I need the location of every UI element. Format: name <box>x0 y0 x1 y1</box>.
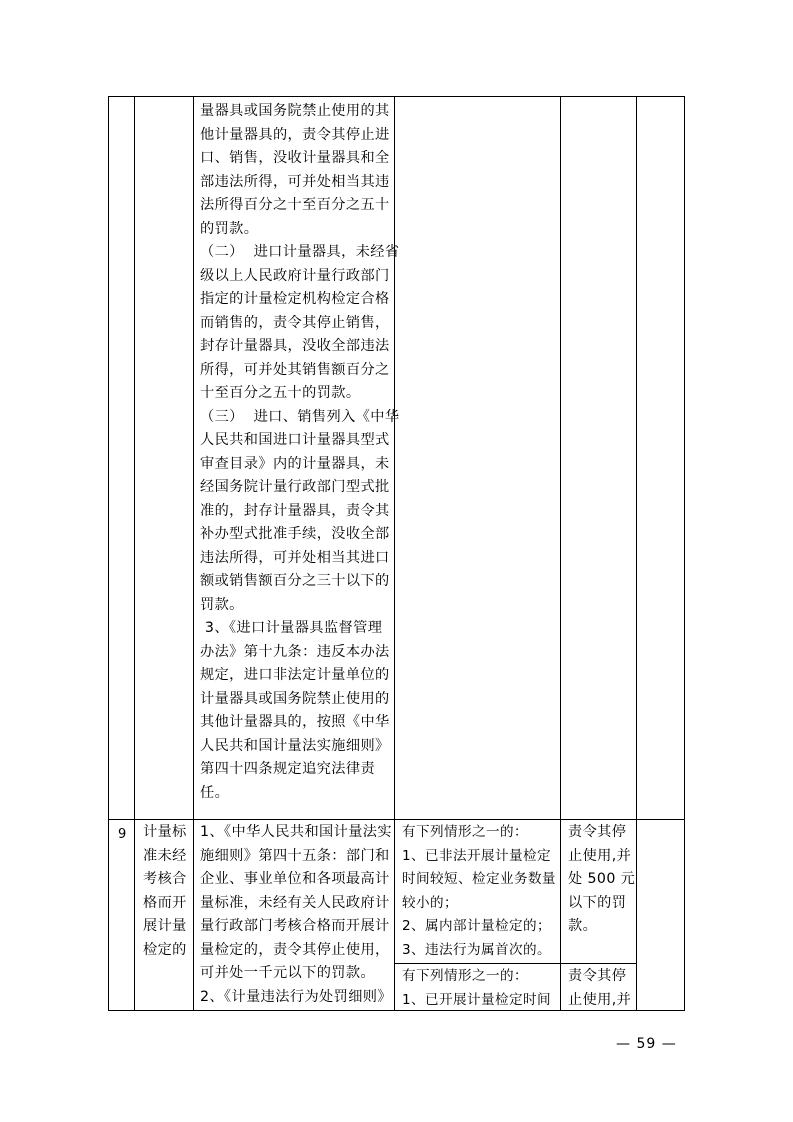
column-divider <box>636 97 637 1010</box>
text-line: 计量标 <box>143 824 187 840</box>
text-line: （二） 进口计量器具，未经省 <box>200 244 400 260</box>
text-line: （三） 进口、销售列入《中华 <box>200 408 400 425</box>
text-line: 量器具或国务院禁止使用的其 <box>200 103 390 119</box>
regulation-table <box>108 96 685 1011</box>
text-line: 可并处一千元以下的罚款。 <box>200 965 376 981</box>
text-line: 封存计量器具，没收全部违法 <box>200 338 390 354</box>
text-line: 十至百分之五十的罚款。 <box>200 385 361 401</box>
text-line: 1、《中华人民共和国计量法实 <box>200 824 392 840</box>
text-line: 办法》第十九条：违反本办法 <box>200 643 390 660</box>
text-line: 计量器具或国务院禁止使用的 <box>200 690 390 707</box>
text-line: 部违法所得，可并处相当其违 <box>200 173 390 190</box>
text-line: 责令其停 <box>568 824 627 840</box>
text-line: 处 500 元 <box>568 871 636 887</box>
subrow-divider <box>394 963 636 964</box>
text-line: 责令其停 <box>568 968 627 984</box>
text-line: 第四十四条规定追究法律责 <box>200 761 376 777</box>
row9-number: 9 <box>118 827 127 842</box>
row9-penalty-b <box>568 965 631 1012</box>
row-divider <box>109 819 684 820</box>
row9-item-name <box>143 821 187 962</box>
text-line: 止使用,并 <box>568 847 632 864</box>
row9-penalty-a <box>568 821 635 939</box>
text-line: 2、属内部计量检定的； <box>402 918 551 934</box>
text-line: 止使用,并 <box>568 991 632 1008</box>
text-line: 有下列情形之一的： <box>402 824 528 840</box>
text-line: 额或销售额百分之三十以下的 <box>200 573 390 589</box>
column-divider <box>560 97 561 1010</box>
text-line: 时间较短、检定业务数量 <box>402 871 556 887</box>
text-line: 考核合 <box>143 871 187 887</box>
text-line: 的罚款。 <box>200 220 259 237</box>
text-line: 检定的 <box>143 941 187 958</box>
text-line: 法所得百分之十至百分之五十 <box>200 197 390 213</box>
text-line: 以下的罚 <box>568 894 627 911</box>
text-line: 所得，可并处其销售额百分之 <box>200 361 390 378</box>
text-line: 量标准，未经有关人民政府计 <box>200 894 390 911</box>
text-line: 格而开 <box>143 894 187 911</box>
text-line: 违法所得，可并处相当其进口 <box>200 549 390 566</box>
row9-circumstance-a <box>402 821 556 962</box>
text-line: 3、违法行为属首次的。 <box>402 941 551 958</box>
column-divider <box>193 97 194 1010</box>
text-line: 准未经 <box>143 847 187 864</box>
text-line: 1、已开展计量检定时间 <box>402 991 551 1008</box>
row9-law-text <box>200 821 392 1009</box>
text-line: 款。 <box>568 918 598 934</box>
text-line: 级以上人民政府计量行政部门 <box>200 267 390 284</box>
text-line: 补办型式批准手续，没收全部 <box>200 526 390 542</box>
text-line: 准的，封存计量器具，责令其 <box>200 502 390 519</box>
text-line: 3、《进口计量器具监督管理 <box>200 620 383 636</box>
text-line: 1、已非法开展计量检定 <box>402 847 551 864</box>
text-line: 2、《计量违法行为处罚细则》 <box>200 988 392 1005</box>
column-divider <box>134 97 135 1010</box>
text-line: 企业、事业单位和各项最高计 <box>200 871 390 887</box>
text-line: 指定的计量检定机构检定合格 <box>200 291 390 307</box>
text-line: 而销售的，责令其停止销售， <box>200 314 390 331</box>
text-line: 任。 <box>200 784 230 801</box>
text-line: 口、销售，没收计量器具和全 <box>200 150 390 166</box>
text-line: 施细则》第四十五条：部门和 <box>200 847 390 864</box>
text-line: 规定，进口非法定计量单位的 <box>200 667 390 683</box>
text-line: 罚款。 <box>200 596 244 613</box>
text-line: 人民共和国计量法实施细则》 <box>200 737 390 754</box>
text-line: 经国务院计量行政部门型式批 <box>200 479 390 495</box>
text-line: 较小的； <box>402 894 458 911</box>
text-line: 展计量 <box>143 918 187 934</box>
text-line: 有下列情形之一的： <box>402 968 528 984</box>
text-line: 量检定的，责令其停止使用， <box>200 941 390 958</box>
text-line: 审查目录》内的计量器具，未 <box>200 455 390 472</box>
text-line: 其他计量器具的，按照《中华 <box>200 714 390 730</box>
page-number: — 59 — <box>616 1036 677 1052</box>
text-line: 人民共和国进口计量器具型式 <box>200 432 390 448</box>
row8-law-text <box>200 100 399 805</box>
text-line: 他计量器具的，责令其停止进 <box>200 126 390 143</box>
text-line: 量行政部门考核合格而开展计 <box>200 918 390 934</box>
row9-circumstance-b <box>402 965 551 1012</box>
